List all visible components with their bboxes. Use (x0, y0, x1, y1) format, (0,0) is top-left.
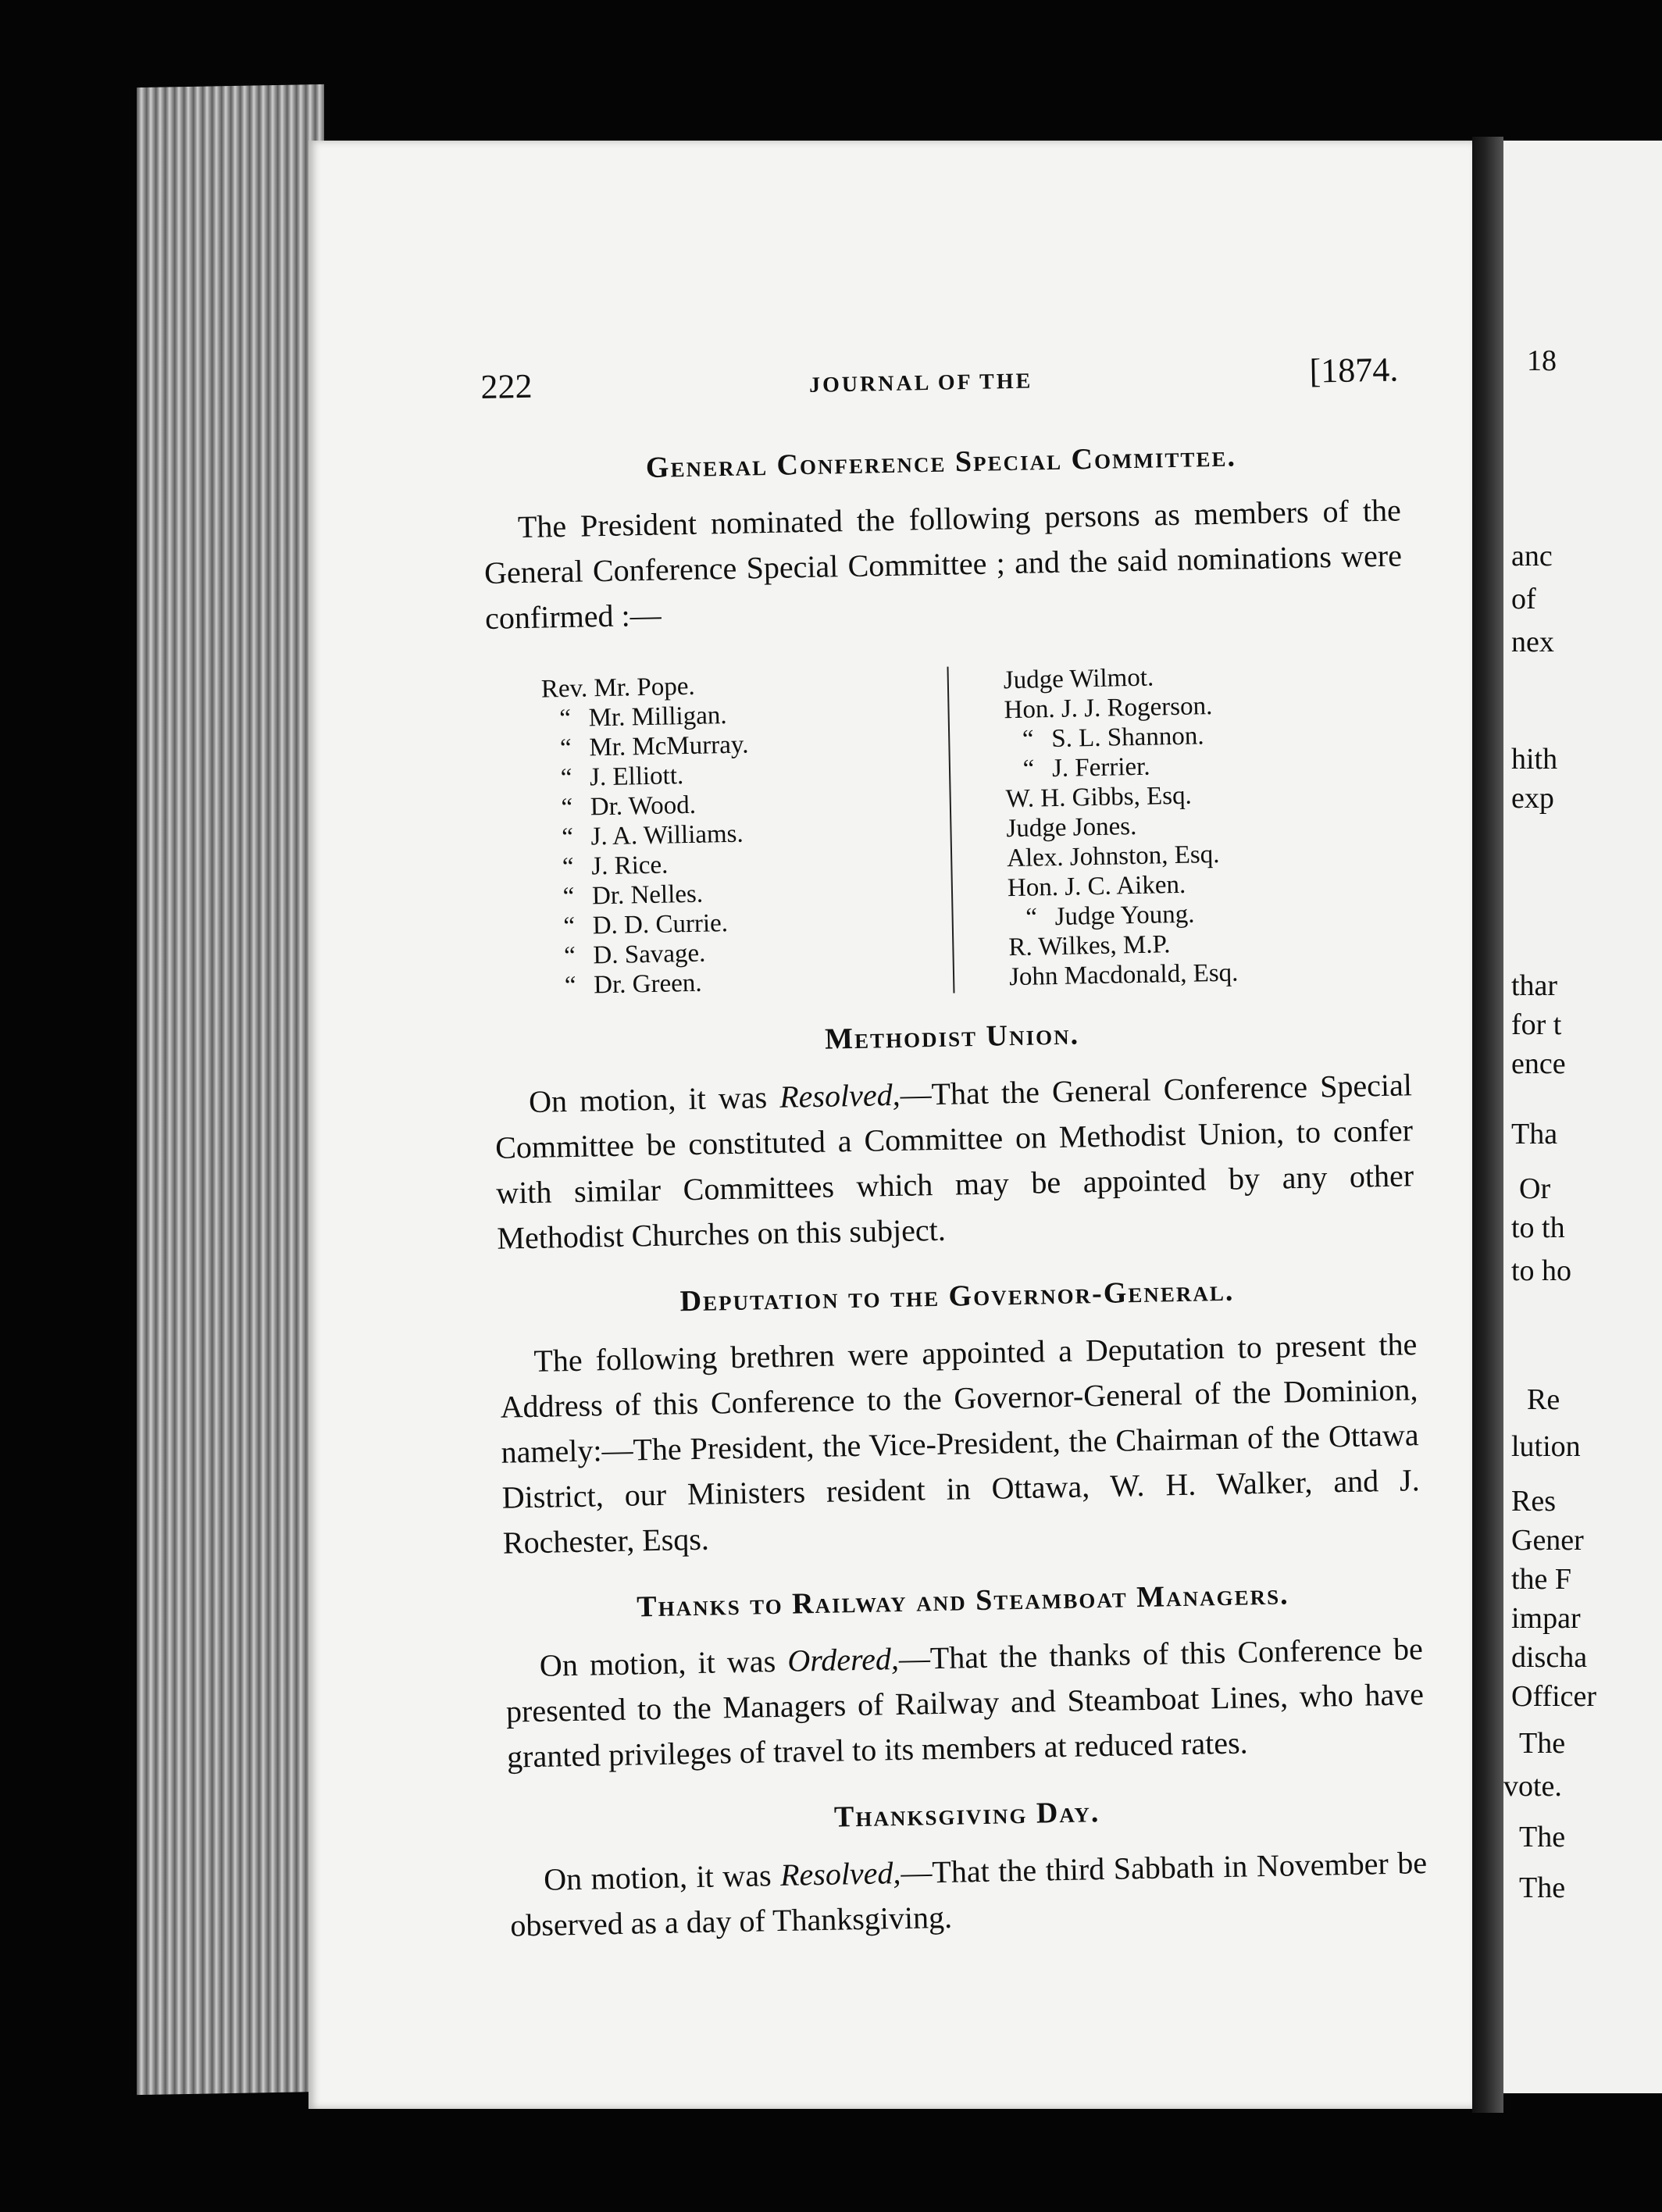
facing-page-text: to th (1511, 1211, 1565, 1244)
name-text: John Macdonald, Esq. (1008, 958, 1239, 992)
text-italic: Resolved, (779, 1855, 901, 1893)
facing-page-text: impar (1511, 1602, 1581, 1635)
name-text: J. Ferrier. (1051, 752, 1150, 783)
section-heading-deputation: Deputation to the Governor-General. (679, 1274, 1235, 1318)
facing-page-text: The (1519, 1821, 1566, 1853)
ditto-mark: “ (1022, 725, 1034, 754)
ditto-mark: “ (561, 822, 574, 852)
name-text: Hon. J. C. Aiken. (1007, 870, 1186, 903)
methodist-union-paragraph (494, 1062, 1415, 1261)
name-text: Dr. Green. (593, 969, 702, 1000)
ditto-mark: “ (559, 733, 572, 763)
page-content (480, 349, 1428, 1948)
committee-paragraph: The President nominated the following persons as members of the General Conference Special Committee ; and the said nominations were confirmed :— (483, 492, 1403, 636)
facing-page-text: vote. (1503, 1770, 1562, 1803)
year-marker: [1874. (1309, 350, 1399, 391)
facing-page-text: to ho (1511, 1254, 1572, 1287)
section-heading-thanks: Thanks to Railway and Steamboat Managers. (636, 1578, 1289, 1624)
facing-page-text: thar (1511, 969, 1558, 1002)
ditto-mark: “ (560, 763, 572, 793)
facing-page-text: for t (1511, 1008, 1562, 1041)
ditto-mark: “ (564, 971, 576, 1001)
name-text: Mr. McMurray. (589, 730, 749, 762)
names-right-column (947, 658, 1384, 994)
ditto-mark: “ (1025, 903, 1038, 932)
name-text: Judge Wilmot. (1003, 663, 1154, 695)
name-text: Mr. Milligan. (588, 701, 727, 733)
facing-page (1503, 141, 1662, 2093)
facing-page-text: The (1519, 1727, 1566, 1760)
facing-page-text: Tha (1511, 1118, 1558, 1151)
ditto-mark: “ (563, 912, 576, 941)
facing-page-text: of (1511, 583, 1536, 615)
name-text: Judge Jones. (1006, 812, 1137, 844)
book-page-edges (137, 84, 324, 2095)
name-text: R. Wilkes, M.P. (1008, 930, 1171, 962)
name-text: W. H. Gibbs, Esq. (1005, 781, 1193, 814)
name-text: Alex. Johnston, Esq. (1006, 840, 1220, 873)
facing-page-text: Or (1519, 1172, 1551, 1205)
facing-page-text: 18 (1527, 344, 1557, 377)
text-italic: Ordered, (786, 1641, 900, 1679)
facing-page-text: exp (1511, 782, 1554, 815)
facing-page-text: discha (1511, 1641, 1588, 1674)
facing-page-text: anc (1511, 540, 1553, 573)
facing-page-text: the F (1511, 1563, 1572, 1596)
name-text: Dr. Nelles. (591, 879, 704, 911)
name-text: D. D. Currie. (592, 909, 729, 940)
name-text: J. Elliott. (589, 762, 684, 792)
facing-page-text: Gener (1511, 1524, 1584, 1557)
names-left-column (541, 667, 954, 1001)
name-text: J. Rice. (590, 851, 669, 881)
name-text: D. Savage. (593, 939, 706, 970)
ditto-mark: “ (562, 882, 575, 912)
names-list (541, 658, 1411, 1001)
ditto-mark: “ (562, 852, 574, 882)
text-lead: On motion, it was (528, 1079, 780, 1119)
ditto-mark: “ (1022, 755, 1035, 783)
facing-page-text: The (1519, 1871, 1566, 1904)
name-text: Judge Young. (1054, 900, 1195, 932)
name-text: Hon. J. J. Rogerson. (1004, 692, 1213, 725)
ditto-mark: “ (558, 704, 572, 733)
deputation-paragraph: The following brethren were appointed a Deputation to present the Address of this Conference to the Governor-General of the Dominion, namely:—The President, the Vice-President, the Chairman of the Ottawa District, our Ministers resident in Ottawa, W. H. Walker, and J. Rochester, Esqs. (500, 1326, 1421, 1561)
facing-page-text: ence (1511, 1047, 1566, 1080)
name-text: Dr. Wood. (590, 790, 697, 822)
text-rest: —That the General Conference Special Committee be constituted a Committee on Methodist Union, to confer with similar Committees which may be appointed by any other Methodist Churches on this subject. (494, 1067, 1414, 1256)
text-rest: —That the thanks of this Conference be presented to the Managers of Railway and Steamboat Lines, who have granted privileges of travel to its members at reduced rates. (505, 1631, 1425, 1775)
text-lead: On motion, it was (539, 1643, 788, 1683)
facing-page-text: Re (1527, 1383, 1560, 1416)
thanksgiving-paragraph (509, 1840, 1428, 1949)
page-number: 222 (480, 366, 533, 406)
name-entry (1009, 955, 1385, 992)
name-text: S. L. Shannon. (1050, 722, 1204, 754)
facing-page-text: Officer (1511, 1680, 1597, 1713)
section-heading-committee: General Conference Special Committee. (645, 440, 1237, 484)
facing-page-text: hith (1511, 743, 1558, 776)
facing-page-text: lution (1511, 1430, 1581, 1463)
section-heading-methodist-union: Methodist Union. (824, 1018, 1080, 1056)
text-lead: On motion, it was (543, 1857, 781, 1897)
name-text: Rev. Mr. Pope. (540, 672, 696, 704)
running-title: JOURNAL OF THE (808, 369, 1033, 398)
name-text: J. A. Williams. (590, 819, 744, 851)
thanks-paragraph (505, 1626, 1425, 1780)
text-italic: Resolved, (779, 1076, 901, 1115)
section-heading-thanksgiving: Thanksgiving Day. (833, 1796, 1100, 1834)
ditto-mark: “ (561, 793, 573, 822)
ditto-mark: “ (563, 941, 576, 971)
text-rest: —That the third Sabbath in November be observed as a day of Thanksgiving. (509, 1845, 1428, 1943)
facing-page-text: Res (1511, 1485, 1556, 1518)
book-gutter (1472, 137, 1503, 2113)
facing-page-text: nex (1511, 626, 1554, 658)
